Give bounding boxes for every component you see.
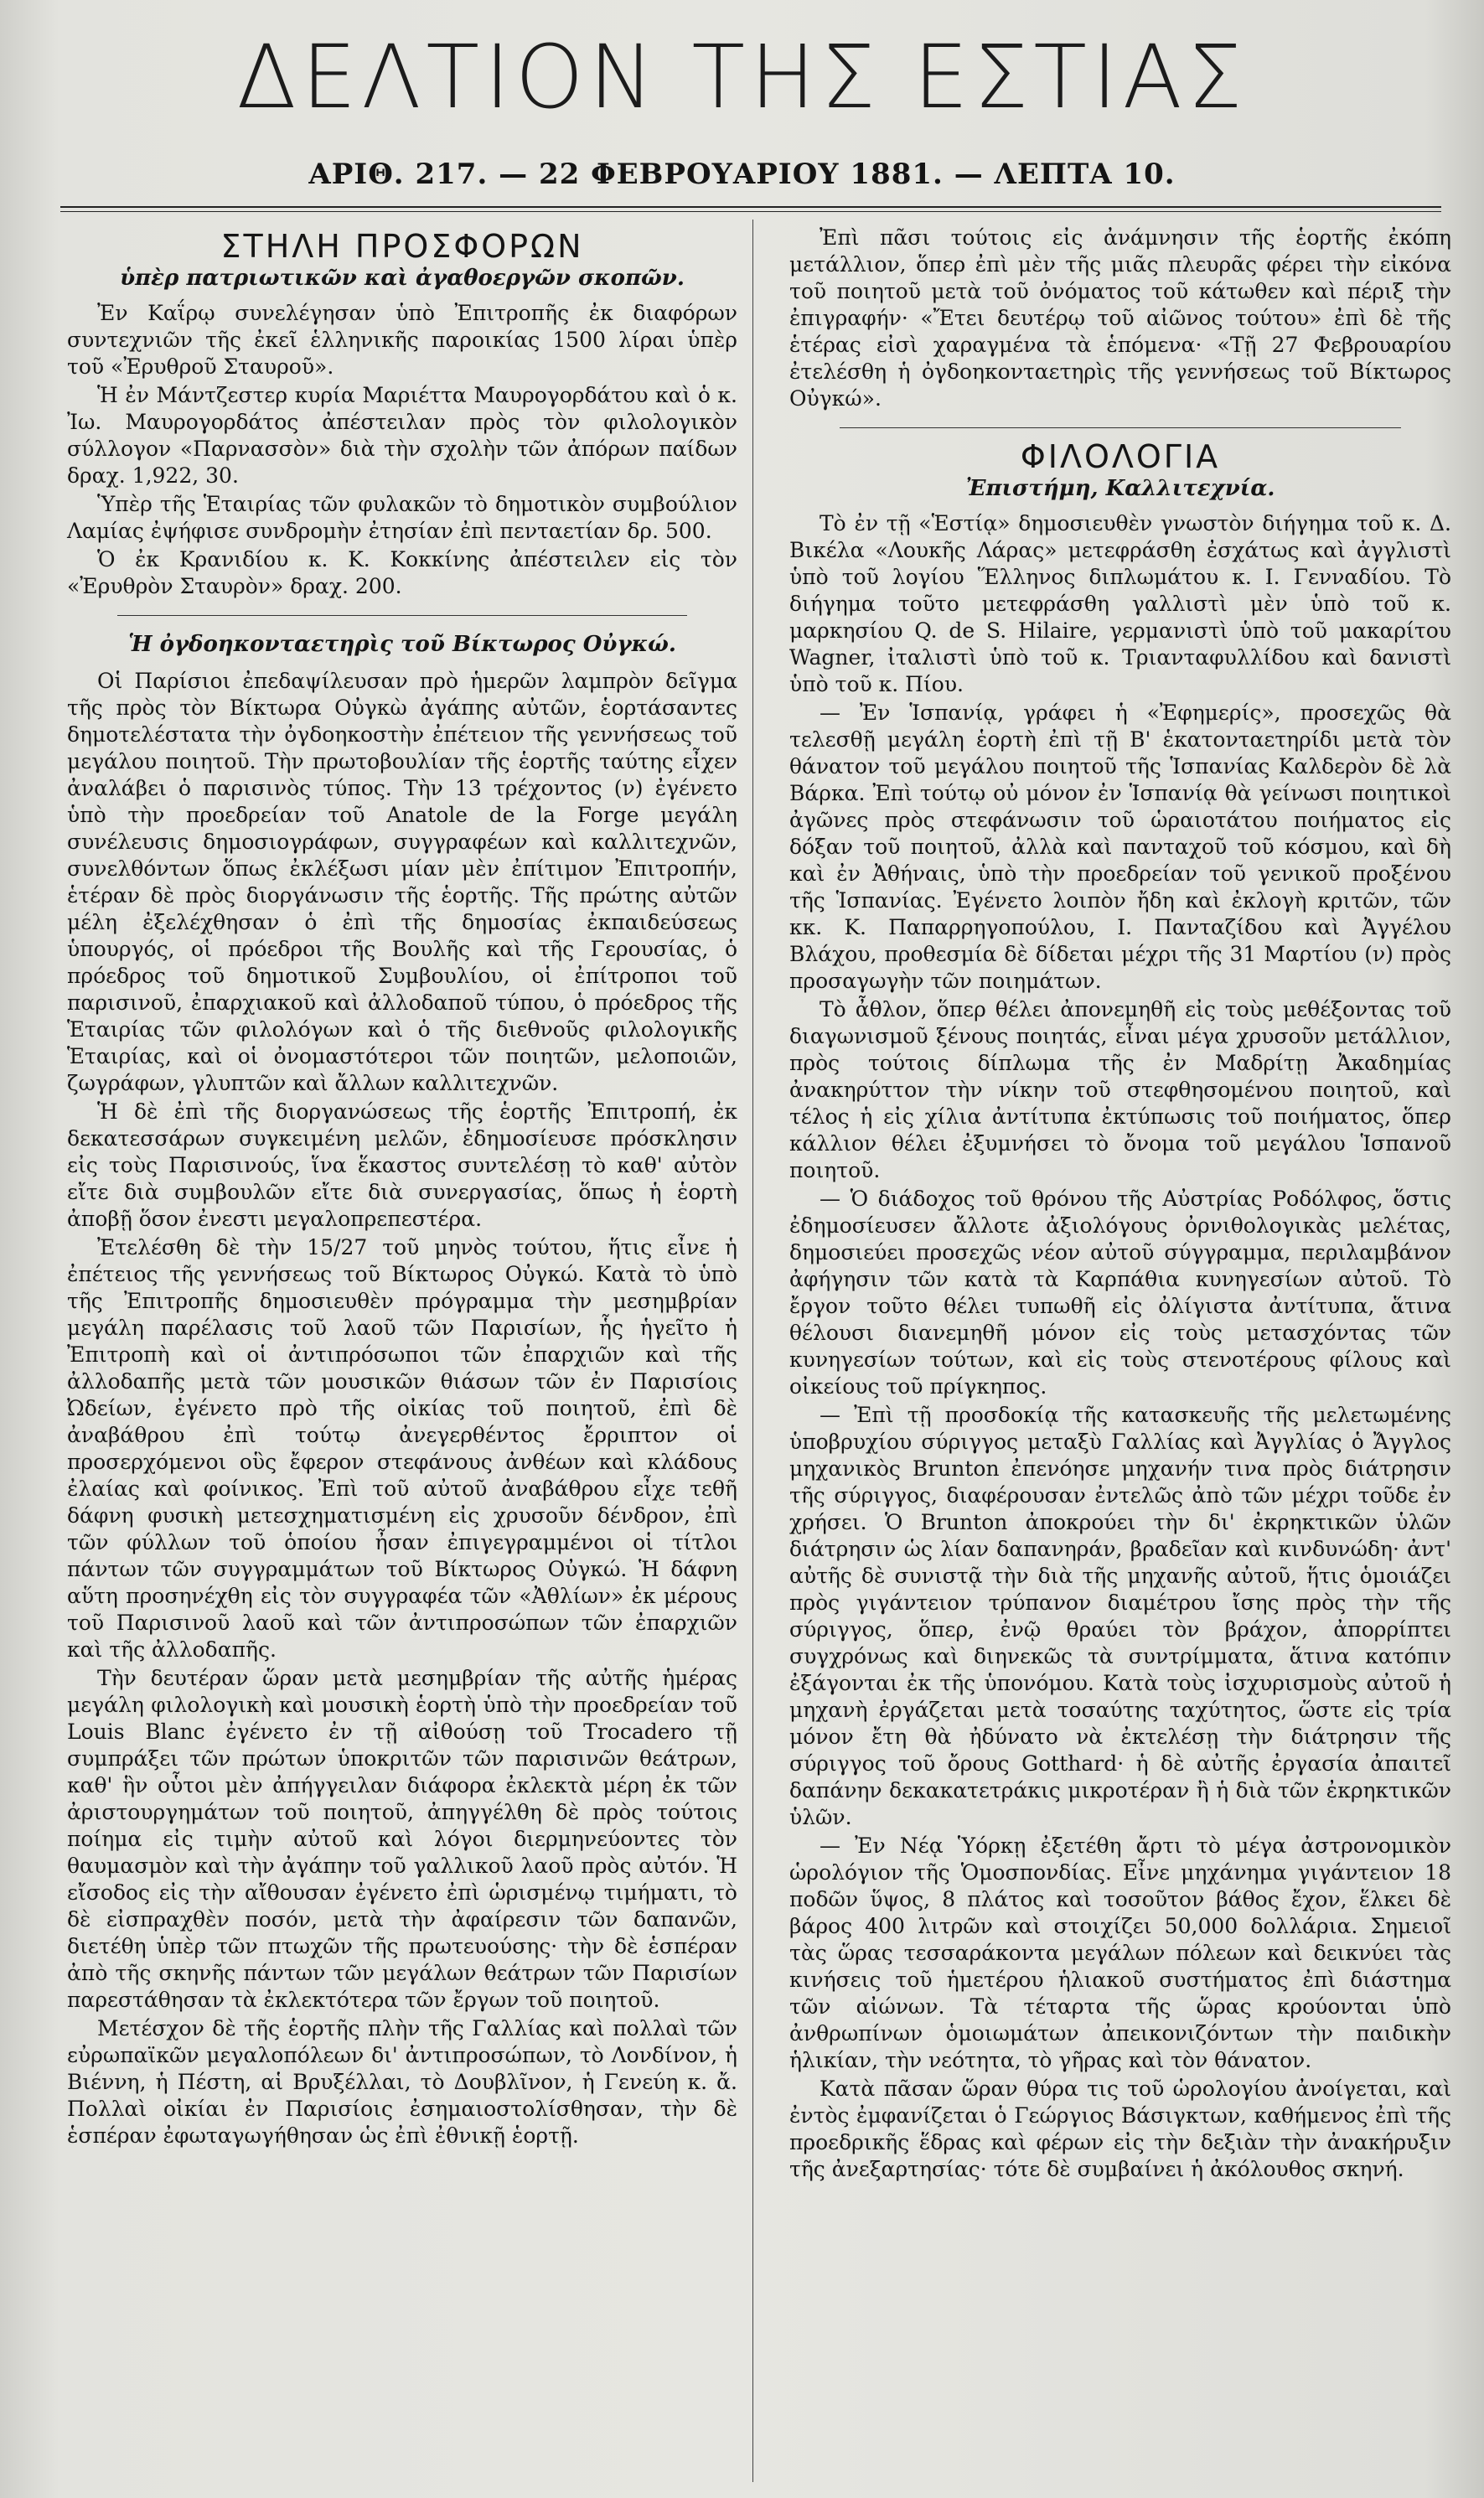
- offers-subheading: ὑπὲρ πατριωτικῶν καὶ ἀγαθοεργῶν σκοπῶν.: [120, 266, 685, 291]
- section-divider: [117, 615, 687, 616]
- philology-paragraph: — Ὁ διάδοχος τοῦ θρόνου τῆς Αὐστρίας Ροδόλφος, ὅστις ἐδημοσίευσεν ἄλλοτε ἀξιολόγους ὀρνιθολογικὰς μελέτας, δημοσιεύει προσεχῶς νέον αὐτοῦ σύγγραμμα, περιλαμβάνον ἀφήγησιν τῶν κατὰ τὰ Καρπάθια κυνηγεσίων αὐτοῦ. Τὸ ἔργον τοῦτο θέλει τυπωθῆ εἰς ὀλίγιστα ἀντίτυπα, ἅτινα θέλουσι διανεμηθῆ μόνον εἰς τοὺς μετασχόντας τῶν κυνηγεσίων τούτων, καὶ εἰς τοὺς στενοτέρους φίλους καὶ οἰκείους τοῦ πρίγκηπος.: [789, 1187, 1451, 1399]
- column-divider: [752, 220, 753, 2482]
- hugo-continued-paragraph: Ἐπὶ πᾶσι τούτοις εἰς ἀνάμνησιν τῆς ἑορτῆς ἐκόπη μετάλλιον, ὅπερ ἐπὶ μὲν τῆς μιᾶς πλευρᾶς φέρει τὴν εἰκόνα τοῦ ποιητοῦ μετὰ τοῦ ὀνόματος τοῦ κάτωθεν καὶ πέριξ τὴν ἐπιγραφήν· «Ἔτει δευτέρῳ τοῦ αἰῶνος τούτου» ἐπὶ δὲ τῆς ἑτέρας εἰσὶ χαραγμένα τὰ ἑπόμενα· «Τῇ 27 Φεβρουαρίου ἐτελέσθη ἡ ὀγδοηκονταετηρὶς τῆς γεννήσεως τοῦ Βίκτωρος Οὐγκώ».: [789, 225, 1451, 411]
- offers-paragraph: Ἐν Καΐρῳ συνελέγησαν ὑπὸ Ἐπιτροπῆς ἐκ διαφόρων συντεχνιῶν τῆς ἐκεῖ ἑλληνικῆς παροικίας 1500 λίραι ὑπὲρ τοῦ «Ἐρυθροῦ Σταυροῦ».: [67, 301, 737, 379]
- masthead-title: ΔΕΛΤΙΟΝ ΤΗΣ ΕΣΤΙΑΣ: [236, 26, 1248, 128]
- offers-paragraph: Ὑπὲρ τῆς Ἑταιρίας τῶν φυλακῶν τὸ δημοτικὸν συμβούλιον Λαμίας ἐψήφισε συνδρομὴν ἐτησίαν ἐπὶ πενταετίαν δρ. 500.: [67, 492, 737, 543]
- hugo-article-title: Ἡ ὀγδοηκονταετηρὶς τοῦ Βίκτωρος Οὐγκώ.: [128, 632, 676, 657]
- issue-line: ΑΡΙΘ. 217. — 22 ΦΕΒΡΟΥΑΡΙΟΥ 1881. — ΛΕΠΤΑ 10.: [308, 158, 1176, 191]
- hugo-paragraph: Οἱ Παρίσιοι ἐπεδαψίλευσαν πρὸ ἡμερῶν λαμπρὸν δεῖγμα τῆς πρὸς τὸν Βίκτωρα Οὐγκὼ ἀγάπης αὐτῶν, ἑορτάσαντες δημοτελέστατα τὴν ὀγδοηκοστὴν ἐπέτειον τῆς γεννήσεως τοῦ μεγάλου ποιητοῦ. Τὴν πρωτοβουλίαν τῆς ἑορτῆς ταύτης εἶχεν ἀναλάβει ὁ παρισινὸς τύπος. Τὴν 13 τρέχοντος (ν) ἐγένετο ὑπὸ τὴν προεδρείαν τοῦ Anatole de la Forge μεγάλη συνέλευσις δημοσιογράφων, συγγραφέων καὶ καλλιτεχνῶν, συνελθόντων ὅπως ἐκλέξωσι μίαν μὲν ἐπίτιμον Ἐπιτροπήν, ἑτέραν δὲ πρὸς διοργάνωσιν τῆς ἑορτῆς. Τῆς πρώτης αὐτῶν μέλη ἐξελέχθησαν ὁ ἐπὶ τῆς δημοσίας ἐκπαιδεύσεως ὑπουργός, οἱ πρόεδροι τῆς Βουλῆς καὶ τῆς Γερουσίας, ὁ πρόεδρος τοῦ δημοτικοῦ Συμβουλίου, οἱ ἐπίτροποι τοῦ παρισινοῦ, ἐπαρχιακοῦ καὶ ἀλλοδαποῦ τύπου, ὁ πρόεδρος τῆς Ἑταιρίας τῶν φιλολόγων καὶ ὁ τῆς διεθνοῦς φιλολογικῆς Ἑταιρίας, καὶ οἱ ὀνομαστότεροι τῶν ποιητῶν, μελοποιῶν, ζωγράφων, γλυπτῶν καὶ ἄλλων καλλιτεχνῶν.: [67, 669, 737, 1095]
- hugo-paragraph: Μετέσχον δὲ τῆς ἑορτῆς πλὴν τῆς Γαλλίας καὶ πολλαὶ τῶν εὐρωπαϊκῶν μεγαλοπόλεων δι' ἀντιπροσώπων, τὸ Λονδίνον, ἡ Βιέννη, ἡ Πέστη, αἱ Βρυξέλλαι, τὸ Δουβλῖνον, ἡ Γενεύη κ. ἄ. Πολλαὶ οἰκίαι ἐν Παρισίοις ἐσημαιοστολίσθησαν, τὴν δὲ ἑσπέραν ἐφωταγωγήθησαν ὡς ἐπὶ ἐθνικῇ ἑορτῇ.: [67, 2016, 737, 2148]
- philology-paragraph: Τὸ ἆθλον, ὅπερ θέλει ἀπονεμηθῆ εἰς τοὺς μεθέξοντας τοῦ διαγωνισμοῦ ξένους ποιητάς, εἶναι μέγα χρυσοῦν μετάλλιον, πρὸς τούτοις δίπλωμα τῆς ἐν Μαδρίτῃ Ἀκαδημίας ἀνακηρύττον τὴν νίκην τοῦ στεφθησομένου ποιητοῦ, καὶ τέλος ἡ εἰς χίλια ἀντίτυπα ἐκτύπωσις τοῦ ποιήματος, ὅπερ κάλλιον θέλει ἐξυμνήσει τὸ ὄνομα τοῦ μεγάλου Ἱσπανοῦ ποιητοῦ.: [789, 997, 1451, 1182]
- offers-heading: ΣΤΗΛΗ ΠΡΟΣΦΟΡΩΝ: [220, 228, 584, 265]
- hugo-paragraph: Τὴν δευτέραν ὥραν μετὰ μεσημβρίαν τῆς αὐτῆς ἡμέρας μεγάλη φιλολογικὴ καὶ μουσικὴ ἑορτὴ ὑπὸ τὴν προεδρείαν τοῦ Louis Blanc ἐγένετο ἐν τῇ αἰθούσῃ τοῦ Trocadero τῇ συμπράξει τῶν πρώτων ὑποκριτῶν τῶν παρισινῶν θεάτρων, καθ' ἣν οὗτοι μὲν ἀπήγγειλαν διάφορα ἐκλεκτὰ μέρη ἐκ τῶν ἀριστουργημάτων τοῦ ποιητοῦ, ἀπηγγέλθη δὲ πρὸς τούτοις ποίημα εἰς τιμὴν αὐτοῦ καὶ λόγοι διερμηνεύοντες τὸν θαυμασμὸν καὶ τὴν ἀγάπην τοῦ γαλλικοῦ λαοῦ πρὸς αὐτόν. Ἡ εἴσοδος εἰς τὴν αἴθουσαν ἐγένετο ἐπὶ ὡρισμένῳ τιμήματι, τὸ δὲ εἰσπραχθὲν ποσόν, μετὰ τὴν ἀφαίρεσιν τῶν δαπανῶν, διετέθη ὑπὲρ τῶν πτωχῶν τῆς πρωτευούσης· τὴν δὲ ἑσπέραν ἀπὸ τῆς σκηνῆς πάντων τῶν μεγάλων θεάτρων τῶν Παρισίων παρεστάθησαν τὰ ἐκλεκτότερα τῶν ἔργων τοῦ ποιητοῦ.: [67, 1666, 737, 2012]
- philology-paragraph: — Ἐπὶ τῇ προσδοκίᾳ τῆς κατασκευῆς τῆς μελετωμένης ὑποβρυχίου σύριγγος μεταξὺ Γαλλίας καὶ Ἀγγλίας ὁ Ἄγγλος μηχανικὸς Brunton ἐπενόησε μηχανήν τινα πρὸς διάτρησιν τῆς σύριγγος, διαφέρουσαν ἐντελῶς ἀπὸ τῶν μέχρι τοῦδε ἐν χρήσει. Ὁ Brunton ἀποκρούει τὴν δι' ἐκρηκτικῶν ὑλῶν διάτρησιν ὡς λίαν δαπανηράν, βραδεῖαν καὶ κινδυνώδη· ἀντ' αὐτῆς δὲ συνιστᾷ τὴν διὰ τῆς μηχανῆς αὐτοῦ, ἥτις ὁμοιάζει πρὸς γιγάντειον τρύπανον διαμέτρου ἴσης πρὸς τὴν τῆς σύριγγος, ὅπερ, ἐνῷ θραύει τὸν βράχον, ἀπορρίπτει συγχρόνως καὶ διηνεκῶς τὰ συντρίμματα, ἅτινα κατόπιν ἐξάγονται ἐκ τῆς ὑπονόμου. Κατὰ τοὺς ἰσχυρισμοὺς αὐτοῦ ἡ μηχανὴ ἐργάζεται μετὰ τοσαύτης ταχύτητος, ὥστε εἰς τρία μόνον ἔτη θὰ ἠδύνατο νὰ ἐκτελέσῃ τὴν διάτρησιν τῆς σύριγγος τοῦ ὄρους Gotthard· ἡ δὲ αὐτῆς ἐργασία ἀπαιτεῖ δαπάνην δεκακατετράκις μικροτέραν ἢ ἡ διὰ τῶν ἐκρηκτικῶν ὑλῶν.: [789, 1403, 1451, 1829]
- masthead-rule-thin: [60, 211, 1441, 212]
- masthead-rule: [60, 206, 1441, 208]
- philology-paragraph: Τὸ ἐν τῇ «Ἑστίᾳ» δημοσιευθὲν γνωστὸν διήγημα τοῦ κ. Δ. Βικέλα «Λουκῆς Λάρας» μετεφράσθη ἐσχάτως καὶ ἀγγλιστὶ ὑπὸ τοῦ λογίου Ἕλληνος διπλωμάτου κ. Ι. Γενναδίου. Τὸ διήγημα τοῦτο μετεφράσθη γαλλιστὶ μὲν ὑπὸ τοῦ κ. μαρκησίου Q. de S. Hilaire, γερμανιστὶ ὑπὸ τοῦ μακαρίτου Wagner, ἰταλιστὶ ὑπὸ τοῦ κ. Τριανταφυλλίδου καὶ δανιστὶ ὑπὸ τοῦ κ. Πίου.: [789, 511, 1451, 696]
- philology-paragraph: — Ἐν Νέᾳ Ὑόρκῃ ἐξετέθη ἄρτι τὸ μέγα ἀστρονομικὸν ὡρολόγιον τῆς Ὁμοσπονδίας. Εἶνε μηχάνημα γιγάντειον 18 ποδῶν ὕψος, 8 πλάτος καὶ τοσοῦτον βάθος ἔχον, ἕλκει δὲ βάρος 400 λιτρῶν καὶ στοιχίζει 50,000 δολλάρια. Σημειοῖ τὰς ὥρας τεσσαράκοντα μεγάλων πόλεων καὶ δεικνύει τὰς κινήσεις τοῦ ἡμετέρου ἡλιακοῦ συστήματος ἐπὶ διάστημα τῶν αἰώνων. Τὰ τέταρτα τῆς ὥρας κρούονται ὑπὸ ἀνθρωπίνων ὁμοιωμάτων ἀπεικονιζόντων τὴν παιδικὴν ἡλικίαν, τὴν νεότητα, τὸ γῆρας καὶ τὸν θάνατον.: [789, 1833, 1451, 2072]
- hugo-paragraph: Ἐτελέσθη δὲ τὴν 15/27 τοῦ μηνὸς τούτου, ἥτις εἶνε ἡ ἐπέτειος τῆς γεννήσεως τοῦ Βίκτωρος Οὐγκώ. Κατὰ τὸ ὑπὸ τῆς Ἐπιτροπῆς δημοσιευθὲν πρόγραμμα τὴν μεσημβρίαν μεγάλη παρέλασις τοῦ λαοῦ τῶν Παρισίων, ἧς ἡγεῖτο ἡ Ἐπιτροπὴ καὶ οἱ ἀντιπρόσωποι τῶν ἐπαρχιῶν καὶ τῆς ἀλλοδαπῆς μετὰ τῶν μουσικῶν θιάσων τῶν ἐν Παρισίοις Ὠδείων, ἐγένετο πρὸ τῆς οἰκίας τοῦ ποιητοῦ, ἐπὶ δὲ ἀναβάθρου ἐπὶ τούτῳ ἀνεγερθέντος ἔρριπτον οἱ προσερχόμενοι οὓς ἔφερον στεφάνους ἀνθέων καὶ κλάδους ἐλαίας καὶ φοίνικος. Ἐπὶ τοῦ αὐτοῦ ἀναβάθρου εἶχε τεθῆ δάφνη φυσικὴ μετεσχηματισμένη εἰς χρυσοῦν δένδρον, ἐπὶ τῶν φύλλων τοῦ ὁποίου ἦσαν ἐπιγεγραμμένοι οἱ τίτλοι πάντων τῶν συγγραμμάτων τοῦ Βίκτωρος Οὐγκώ. Ἡ δάφνη αὕτη προσηνέχθη εἰς τὸν συγγραφέα τῶν «Ἀθλίων» ἐκ μέρους τοῦ Παρισινοῦ λαοῦ καὶ τῶν ἀντιπροσώπων τῶν ἐπαρχιῶν καὶ τῆς ἀλλοδαπῆς.: [67, 1235, 737, 1662]
- philology-subheading: Ἐπιστήμη, Καλλιτεχνία.: [965, 476, 1275, 501]
- philology-heading: ΦΙΛΟΛΟΓΙΑ: [1020, 438, 1221, 475]
- philology-paragraph: — Ἐν Ἱσπανίᾳ, γράφει ἡ «Ἐφημερίς», προσεχῶς θὰ τελεσθῇ μεγάλη ἑορτὴ ἐπὶ τῇ Β' ἑκατονταετηρίδι μετὰ τὸν θάνατον τοῦ μεγάλου ποιητοῦ τῆς Ἱσπανίας Καλδερὸν δὲ λὰ Βάρκα. Ἐπὶ τούτῳ οὐ μόνον ἐν Ἱσπανίᾳ θὰ γείνωσι ποιητικοὶ ἀγῶνες πρὸς στεφάνωσιν τοῦ ὡραιοτάτου ποιήματος εἰς δόξαν τοῦ ποιητοῦ, ἀλλὰ καὶ πανταχοῦ τοῦ κόσμου, καὶ δὴ καὶ ἐν Ἀθήναις, ὑπὸ τὴν προεδρείαν τοῦ γενικοῦ προξένου τῆς Ἱσπανίας. Ἐγένετο λοιπὸν ἤδη καὶ ἐκλογὴ κριτῶν, τῶν κκ. Κ. Παπαρρηγοπούλου, Ι. Πανταζίδου καὶ Ἀγγέλου Βλάχου, προθεσμία δὲ δίδεται μέχρι τῆς 31 Μαρτίου (ν) πρὸς προσαγωγὴν τῶν ποιημάτων.: [789, 701, 1451, 993]
- section-divider: [840, 427, 1401, 428]
- philology-paragraph: Κατὰ πᾶσαν ὥραν θύρα τις τοῦ ὡρολογίου ἀνοίγεται, καὶ ἐντὸς ἐμφανίζεται ὁ Γεώργιος Βάσιγκτων, καθήμενος ἐπὶ τῆς προεδρικῆς ἕδρας καὶ φέρων εἰς τὴν δεξιὰν τὴν ἀνακήρυξιν τῆς ἀνεξαρτησίας· τότε δὲ συμβαίνει ἡ ἀκόλουθος σκηνή.: [789, 2076, 1451, 2181]
- offers-paragraph: Ὁ ἐκ Κρανιδίου κ. Κ. Κοκκίνης ἀπέστειλεν εἰς τὸν «Ἐρυθρὸν Σταυρὸν» δραχ. 200.: [67, 547, 737, 598]
- left-column: [67, 225, 737, 2151]
- right-column: [789, 225, 1451, 2185]
- offers-paragraph: Ἡ ἐν Μάντζεστερ κυρία Μαριέττα Μαυρογορδάτου καὶ ὁ κ. Ἰω. Μαυρογορδάτος ἀπέστειλαν πρὸς τὸν φιλολογικὸν σύλλογον «Παρνασσὸν» διὰ τὴν σχολὴν τῶν ἀπόρων παίδων δραχ. 1,922, 30.: [67, 383, 737, 488]
- hugo-paragraph: Ἡ δὲ ἐπὶ τῆς διοργανώσεως τῆς ἑορτῆς Ἐπιτροπή, ἐκ δεκατεσσάρων συγκειμένη μελῶν, ἐδημοσίευσε πρόσκλησιν εἰς τοὺς Παρισινούς, ἵνα ἕκαστος συντελέσῃ τὸ καθ' αὐτὸν εἴτε διὰ συμβουλῶν εἴτε διὰ συνεργασίας, ὅπως ἡ ἑορτὴ ἀποβῇ ὅσον ἐνεστι μεγαλοπρεπεστέρα.: [67, 1099, 737, 1231]
